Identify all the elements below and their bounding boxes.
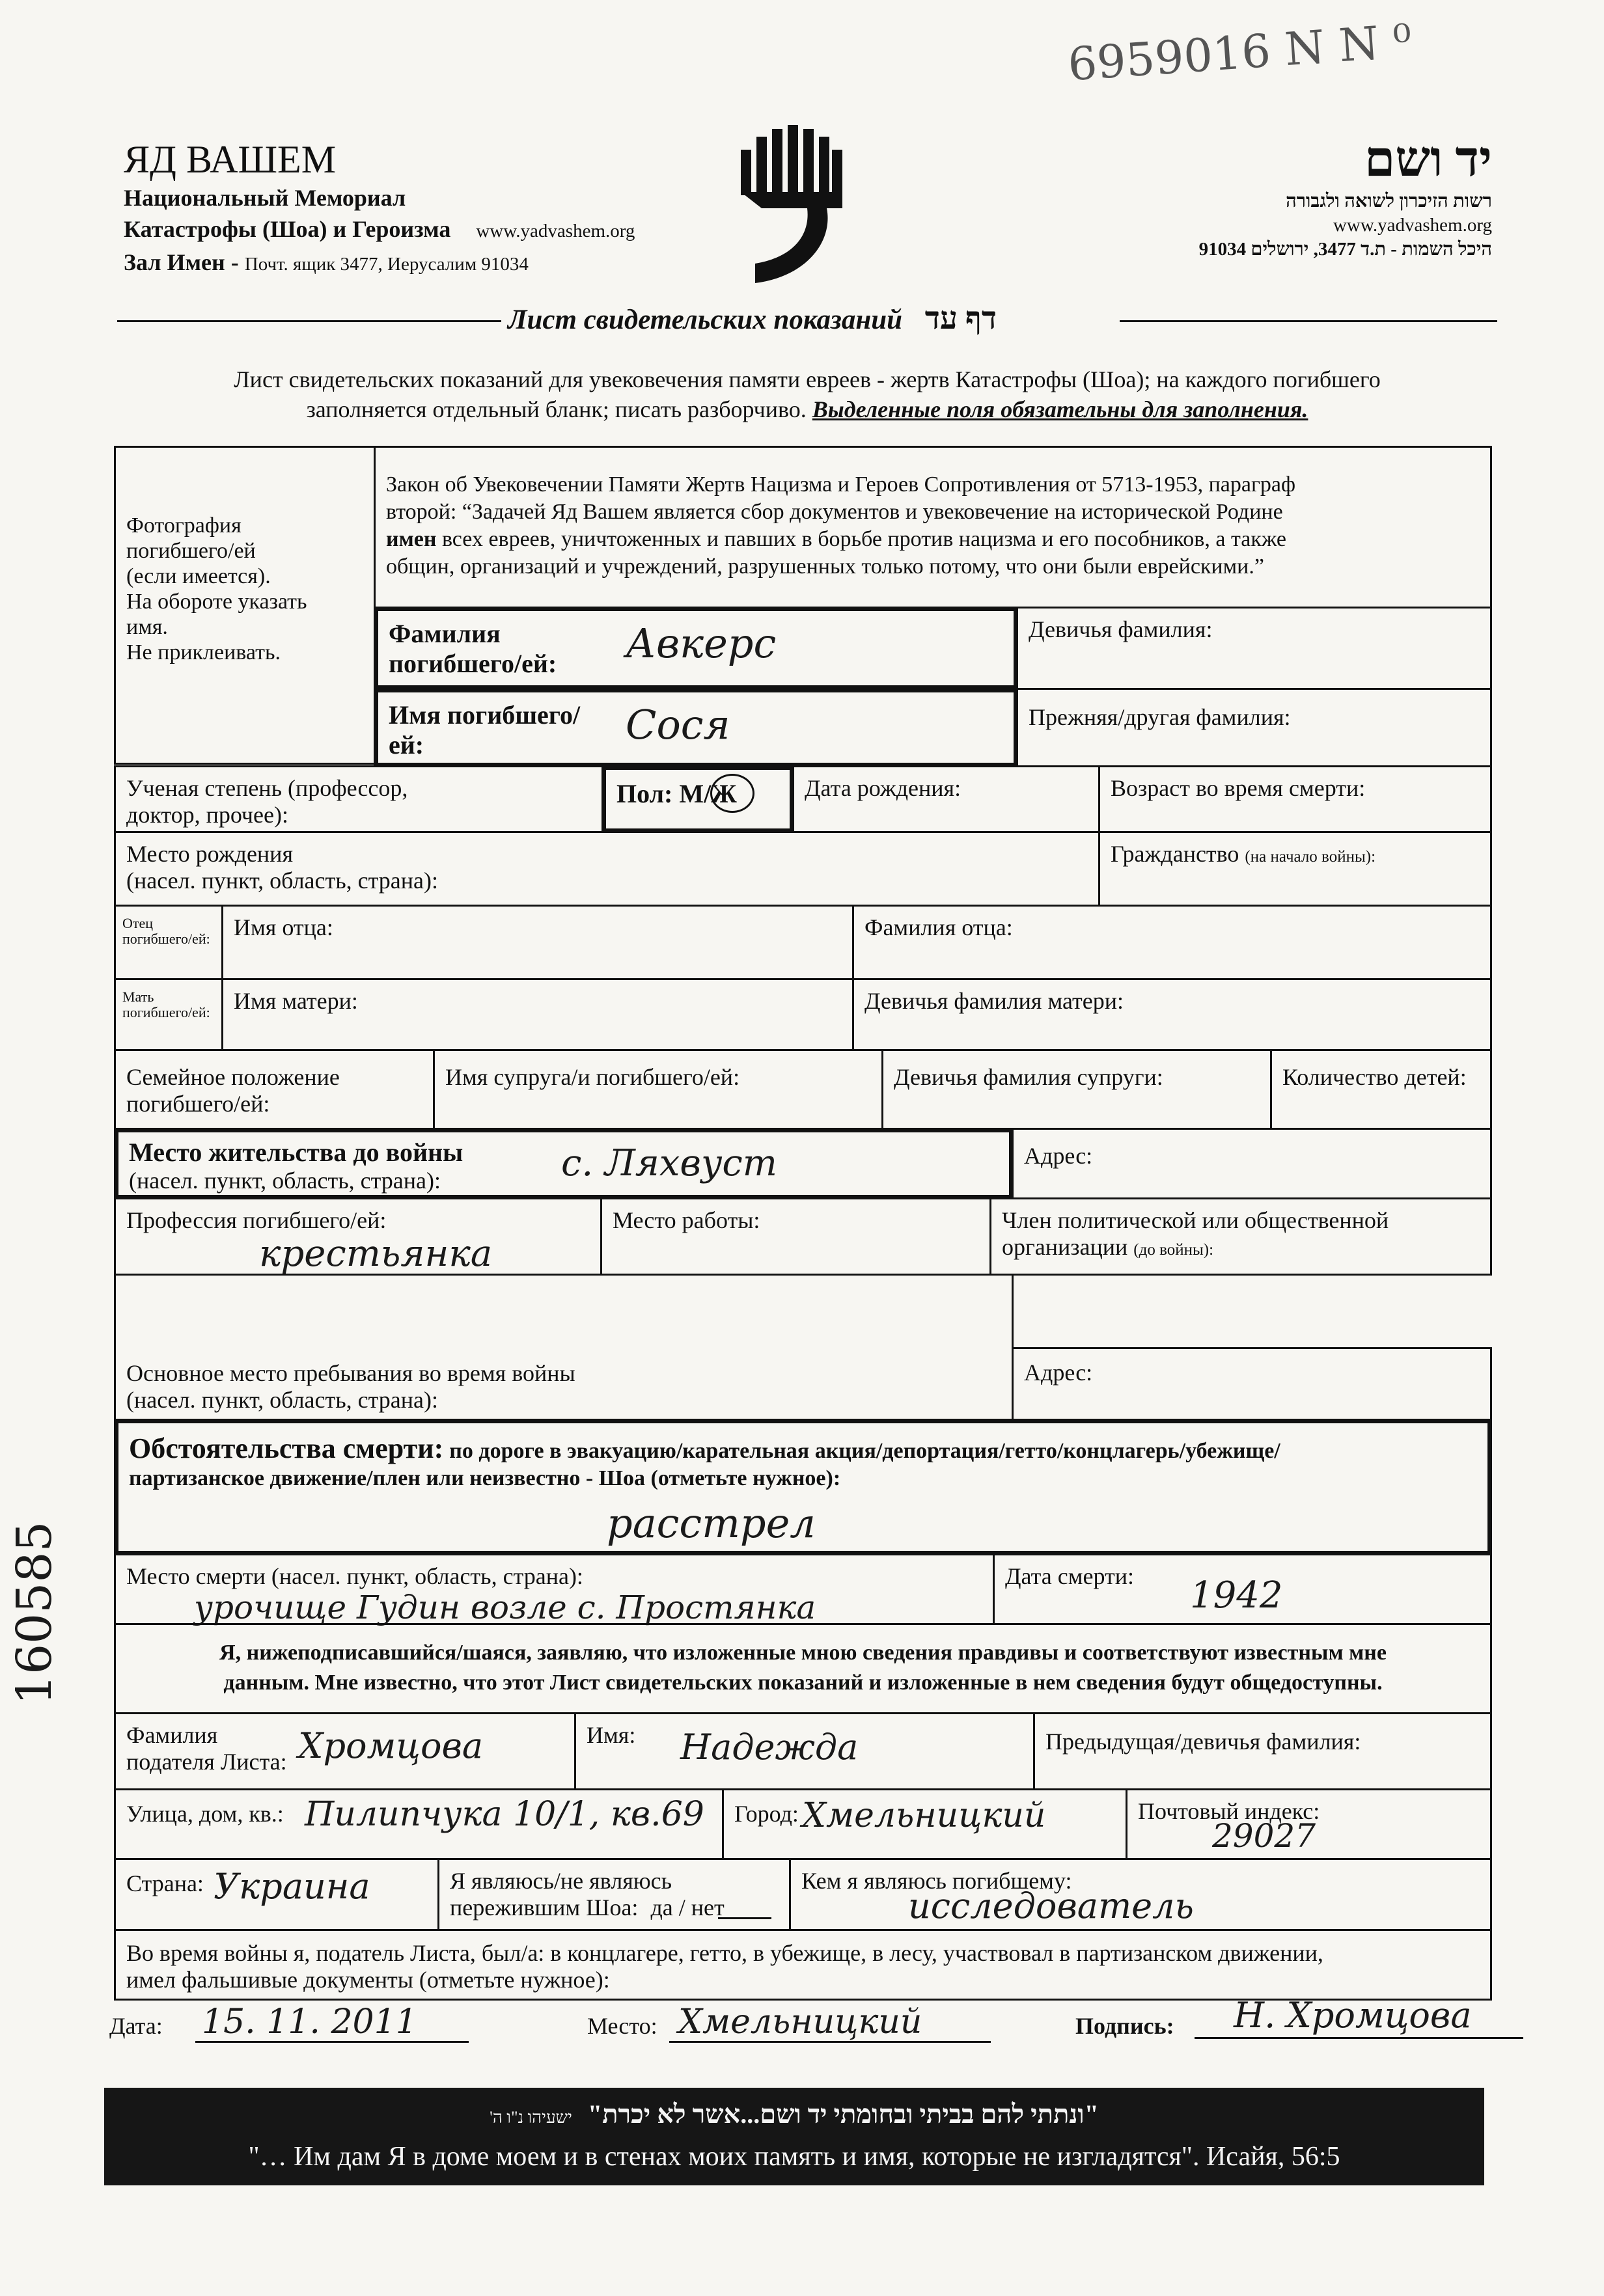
street-value: Пилипчука 10/1, кв.69 bbox=[305, 1795, 704, 1834]
photo-l4: На обороте указать bbox=[126, 590, 307, 614]
city-value: Хмельницкий bbox=[802, 1796, 1046, 1835]
prev-surname-label: Прежняя/другая фамилия: bbox=[1029, 704, 1291, 730]
maiden-name-field[interactable] bbox=[1016, 607, 1492, 690]
yad-vashem-logo bbox=[736, 124, 846, 286]
survivor-label2-text: пережившим Шоа: bbox=[450, 1894, 639, 1921]
submitter-surname-value: Хромцова bbox=[298, 1725, 484, 1766]
ru-line2 bbox=[124, 213, 635, 247]
spouse-maiden-label: Девичья фамилия супруги: bbox=[894, 1064, 1163, 1090]
submitter-name-field[interactable] bbox=[574, 1712, 1035, 1790]
submitter-wartime-l1: Во время войны я, податель Листа, был/а: в концлагере, гетто, в убежище, в лесу, участвовал в партизанском движении, bbox=[126, 1940, 1323, 1966]
declaration-l1: Я, нижеподписавшийся/шаяся, заявляю, что изложенные мною сведения правдивы и соответствуют известным мне bbox=[219, 1641, 1387, 1665]
degree-field[interactable] bbox=[114, 765, 603, 833]
he-url: www.yadvashem.org bbox=[1333, 215, 1492, 236]
declaration-l2: данным. Мне известно, что этот Лист свидетельских показаний и изложенные в нем сведения будут общедоступны. bbox=[223, 1671, 1383, 1695]
submitter-name-label: Имя: bbox=[587, 1722, 636, 1748]
wartime-place-label: Основное место пребывания во время войны (насел. пункт, область, страна): bbox=[126, 1360, 575, 1414]
banner-russian: "… Им дам Я в доме моем и в стенах моих память и имя, которые не изгладятся". Исайя, 56:5 bbox=[248, 2142, 1340, 2172]
death-place-label: Место смерти (насел. пункт, область, страна): bbox=[126, 1563, 583, 1589]
organization-sub bbox=[1002, 1234, 1480, 1261]
law-l3-text: всех евреев, уничтоженных и павших в борьбе против нацизма и его пособников, а также bbox=[441, 527, 1286, 551]
mother-name-field[interactable] bbox=[221, 978, 854, 1051]
street-field[interactable] bbox=[114, 1788, 724, 1860]
ru-line1: Национальный Мемориал bbox=[124, 185, 406, 211]
children-count-label: Количество детей: bbox=[1282, 1064, 1467, 1090]
death-date-value: 1942 bbox=[1190, 1574, 1283, 1617]
ru-url: www.yadvashem.org bbox=[476, 221, 635, 241]
zip-label: Почтовый индекс: bbox=[1138, 1798, 1320, 1824]
footer-place-label: Место: bbox=[587, 2013, 657, 2039]
footer-place-value[interactable]: Хмельницкий bbox=[669, 2003, 991, 2043]
father-name-field[interactable] bbox=[221, 905, 854, 980]
ru-address: Почт. ящик 3477, Иерусалим 91034 bbox=[244, 254, 529, 275]
submitter-wartime-l2: имел фальшивые документы (отметьте нужное): bbox=[126, 1967, 610, 1993]
age-at-death-label: Возраст во время смерти: bbox=[1111, 775, 1366, 801]
submitter-prev-surname-field[interactable] bbox=[1033, 1712, 1492, 1790]
father-surname-field[interactable] bbox=[852, 905, 1492, 980]
city-field[interactable] bbox=[722, 1788, 1127, 1860]
intro bbox=[104, 364, 1510, 424]
profession-field[interactable] bbox=[114, 1197, 602, 1276]
death-place-value: урочище Гудин возле с. Простянка bbox=[194, 1589, 816, 1626]
age-at-death-field[interactable] bbox=[1098, 765, 1492, 833]
death-circumstances-line1 bbox=[129, 1432, 1477, 1466]
victim-surname-field[interactable] bbox=[374, 607, 1018, 690]
law-l1: Закон об Увековечении Памяти Жертв Нацизма и Героев Сопротивления от 5713-1953, параграф bbox=[386, 472, 1296, 497]
organization-label: Член политической или общественной bbox=[1002, 1207, 1389, 1233]
death-date-field[interactable] bbox=[993, 1553, 1492, 1625]
residence-field[interactable] bbox=[114, 1128, 1014, 1199]
birthdate-label: Дата рождения: bbox=[805, 775, 961, 801]
father-name-label: Имя отца: bbox=[234, 914, 333, 940]
spouse-name-field[interactable] bbox=[433, 1049, 883, 1130]
death-circumstances-value: расстрел bbox=[607, 1499, 816, 1547]
scan-note: 6959016 N N ⁰ bbox=[1066, 14, 1414, 92]
survivor-label: Я являюсь/не являюсь bbox=[450, 1868, 672, 1894]
death-place-field[interactable] bbox=[114, 1553, 995, 1625]
organization-sub-text: организации bbox=[1002, 1234, 1128, 1261]
photo-l5: имя. bbox=[126, 615, 168, 640]
profession-label: Профессия погибшего/ей: bbox=[126, 1207, 387, 1233]
header-ru bbox=[124, 137, 635, 280]
victim-name-value: Сося bbox=[626, 701, 730, 748]
photo-l2: погибшего/ей bbox=[126, 539, 256, 564]
ru-hall-label: Зал Имен - bbox=[124, 249, 239, 275]
residence-label: Место жительства до войны bbox=[129, 1138, 463, 1167]
form-title-he: דף עד bbox=[924, 301, 997, 336]
workplace-label: Место работы: bbox=[613, 1207, 760, 1233]
sex-circle-mark bbox=[710, 774, 754, 813]
relation-field[interactable] bbox=[789, 1858, 1492, 1931]
mother-tag-text: Мать погибшего/ей: bbox=[122, 989, 210, 1021]
declaration bbox=[114, 1623, 1492, 1714]
father-tag-text: Отец погибшего/ей: bbox=[122, 915, 210, 948]
spouse-name-label: Имя супруга/и погибшего/ей: bbox=[445, 1064, 740, 1090]
degree-label: Ученая степень (профессор, доктор, прочее): bbox=[126, 775, 408, 828]
residence-sub: (насел. пункт, область, страна): bbox=[129, 1168, 441, 1194]
children-count-field[interactable] bbox=[1270, 1049, 1492, 1130]
photo-l6: Не приклеивать. bbox=[126, 640, 281, 665]
ru-line2-text: Катастрофы (Шоа) и Героизма bbox=[124, 216, 451, 242]
relation-value: исследователь bbox=[908, 1885, 1194, 1926]
submitter-surname-field[interactable] bbox=[114, 1712, 576, 1790]
zip-value: 29027 bbox=[1212, 1817, 1316, 1855]
zip-field[interactable] bbox=[1126, 1788, 1492, 1860]
father-surname-label: Фамилия отца: bbox=[864, 914, 1013, 940]
footer-signature-value[interactable]: Н. Хромцова bbox=[1195, 1994, 1523, 2039]
law-l3-bold: имен bbox=[386, 527, 437, 551]
birthplace-sub: (насел. пункт, область, страна): bbox=[126, 868, 439, 894]
marital-status-field[interactable] bbox=[114, 1049, 435, 1130]
law-l4: общин, организаций и учреждений, разрушенных только потому, что они были еврейскими.” bbox=[386, 554, 1264, 579]
city-label: Город: bbox=[734, 1801, 799, 1827]
submitter-surname-label: Фамилия подателя Листа: bbox=[126, 1722, 287, 1775]
mother-name-label: Имя матери: bbox=[234, 988, 358, 1014]
photo-box bbox=[114, 446, 376, 765]
he-line1: רשות הזיכרון לשואה ולגבורה bbox=[1286, 191, 1492, 212]
mother-maiden-label: Девичья фамилия матери: bbox=[864, 988, 1124, 1014]
mother-maiden-field[interactable] bbox=[852, 978, 1492, 1051]
law-l2: второй: “Задачей Яд Вашем является сбор документов и увековечение на исторической Родине bbox=[386, 500, 1283, 524]
header-he bbox=[1036, 130, 1492, 262]
footer-signature-label: Подпись: bbox=[1075, 2013, 1174, 2039]
street-label: Улица, дом, кв.: bbox=[126, 1801, 284, 1827]
victim-name-field[interactable] bbox=[374, 688, 1018, 767]
wartime-address-field[interactable] bbox=[1012, 1347, 1492, 1421]
citizenship-label: Гражданство bbox=[1111, 841, 1239, 867]
sex-field[interactable] bbox=[602, 765, 794, 833]
death-circumstances-options2: партизанское движение/плен или неизвестно - Шоа (отметьте нужное): bbox=[129, 1466, 841, 1490]
residence-address-field[interactable] bbox=[1012, 1128, 1492, 1199]
spouse-maiden-field[interactable] bbox=[881, 1049, 1272, 1130]
quote-banner bbox=[104, 2088, 1484, 2185]
country-field[interactable] bbox=[114, 1858, 439, 1931]
banner-hebrew-ref: ישעיהו נ"ו ה' bbox=[490, 2108, 572, 2127]
relation-label: Кем я являюсь погибшему: bbox=[801, 1868, 1072, 1894]
ru-hall bbox=[124, 247, 635, 280]
workplace-field[interactable] bbox=[600, 1197, 991, 1276]
victim-surname-label: Фамилия погибшего/ей: bbox=[389, 619, 557, 678]
death-circumstances-label: Обстоятельства смерти: bbox=[129, 1432, 444, 1464]
intro-line1: Лист свидетельских показаний для увековечения памяти евреев - жертв Катастрофы (Шоа); на каждого погибшего bbox=[234, 366, 1381, 392]
marital-status-label: Семейное положение погибшего/ей: bbox=[126, 1064, 340, 1117]
citizenship-field[interactable] bbox=[1098, 831, 1492, 907]
photo-l1: Фотография bbox=[126, 513, 242, 538]
citizenship-sub: (на начало войны): bbox=[1245, 848, 1376, 866]
title-rule-left bbox=[117, 320, 501, 322]
intro-line2-text: заполняется отдельный бланк; писать разборчиво. bbox=[306, 396, 807, 422]
he-line2: היכל השמות - ת.ד 3477, ירושלים 91034 bbox=[1198, 239, 1492, 260]
maiden-name-label: Девичья фамилия: bbox=[1029, 616, 1213, 642]
profession-value: крестьянка bbox=[259, 1233, 493, 1275]
form-title-ru: Лист свидетельских показаний bbox=[508, 305, 903, 335]
organization-sub-note: (до войны): bbox=[1133, 1241, 1214, 1259]
country-value: Украина bbox=[214, 1866, 370, 1907]
organization-field[interactable] bbox=[989, 1197, 1492, 1276]
wartime-place-field[interactable] bbox=[114, 1274, 1014, 1421]
he-title: יד ושם bbox=[1364, 132, 1492, 187]
birthplace-label: Место рождения bbox=[126, 841, 294, 867]
banner-hebrew-line bbox=[104, 2088, 1484, 2134]
prev-surname-field[interactable] bbox=[1016, 688, 1492, 767]
victim-surname-value: Авкерс bbox=[626, 620, 777, 667]
ru-title: ЯД ВАШЕМ bbox=[124, 138, 337, 181]
law-l3 bbox=[386, 526, 1480, 553]
death-circumstances-field[interactable] bbox=[114, 1419, 1492, 1555]
birthplace-field[interactable] bbox=[114, 831, 1100, 907]
photo-l3: (если имеется). bbox=[126, 564, 271, 589]
victim-name-label: Имя погибшего/ей: bbox=[389, 700, 581, 759]
father-tag bbox=[114, 905, 223, 980]
survivor-options: да / нет bbox=[650, 1894, 725, 1921]
residence-value: с. Ляхвуст bbox=[561, 1142, 777, 1184]
sex-label: Пол: М/Ж bbox=[616, 779, 737, 808]
margin-note: 160585 bbox=[7, 1521, 62, 1705]
footer-date-value[interactable]: 15. 11. 2011 bbox=[195, 2003, 469, 2043]
wartime-address-label: Адрес: bbox=[1024, 1360, 1093, 1386]
survivor-field[interactable] bbox=[437, 1858, 791, 1931]
footer-date-label: Дата: bbox=[109, 2013, 163, 2039]
survivor-no-underline bbox=[718, 1917, 771, 1919]
law-text-box bbox=[374, 446, 1492, 608]
country-label: Страна: bbox=[126, 1870, 204, 1896]
intro-line2 bbox=[104, 394, 1510, 424]
submitter-wartime-field[interactable] bbox=[114, 1929, 1492, 2001]
banner-hebrew: "ונתתי להם בביתי ובחומתי יד ושם...אשר לא יכרת" bbox=[587, 2099, 1099, 2129]
residence-address-label: Адрес: bbox=[1024, 1143, 1093, 1169]
form-title bbox=[508, 301, 997, 336]
death-date-label: Дата смерти: bbox=[1005, 1563, 1135, 1589]
submitter-name-value: Надежда bbox=[680, 1727, 859, 1768]
death-circumstances-options: по дороге в эвакуацию/карательная акция/депортация/гетто/концлагерь/убежище/ bbox=[449, 1439, 1280, 1463]
title-rule-right bbox=[1120, 320, 1497, 322]
birthdate-field[interactable] bbox=[792, 765, 1100, 833]
submitter-prev-surname-label: Предыдущая/девичья фамилия: bbox=[1045, 1729, 1361, 1755]
mother-tag bbox=[114, 978, 223, 1051]
intro-required-note: Выделенные поля обязательны для заполнения. bbox=[812, 396, 1308, 422]
